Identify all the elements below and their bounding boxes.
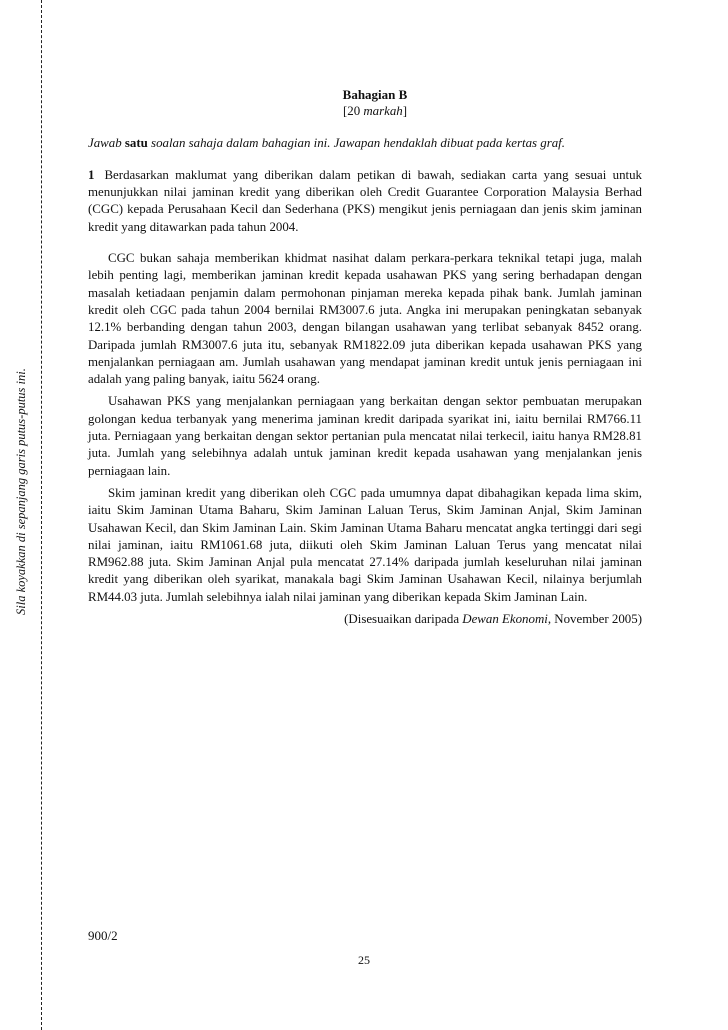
section-title: Bahagian B — [342, 87, 408, 102]
source-suffix: , November 2005) — [547, 612, 642, 627]
marks-suffix: ] — [402, 104, 408, 119]
passage-paragraph-2: Usahawan PKS yang menjalankan perniagaan yang berkaitan dengan sektor pembuatan merupakan golongan kedua terbanyak yang menerima jaminan kredit daripada syarikat ini, iaitu bernilai RM766.11 juta. Perniagaan yang berkaitan dengan sektor pertanian pula mencatat nilai terkecil, iaitu hanya RM28.81 juta. Jumlah yang selebihnya adalah untuk jaminan kredit kepada usahawan yang menjalankan jenis perniagaan lain. — [88, 394, 642, 478]
tear-instruction-note: Sila koyakkan di sepanjang garis putus-putus ini. — [14, 368, 28, 615]
question-intro — [88, 167, 642, 236]
section-instruction — [88, 135, 642, 152]
paper-code: 900/2 — [88, 928, 118, 943]
source-publication: Dewan Ekonomi — [462, 612, 548, 627]
instruction-part2: soalan sahaja dalam bahagian ini. Jawapan hendaklah dibuat pada kertas graf. — [147, 135, 565, 150]
marks-prefix: [20 — [342, 104, 364, 119]
question-number: 1 — [88, 167, 95, 182]
passage-paragraph-3: Skim jaminan kredit yang diberikan oleh CGC pada umumnya dapat dibahagikan kepada lima skim, iaitu Skim Jaminan Utama Baharu, Skim Jaminan Laluan Terus, Skim Jaminan Anjal, Skim Jaminan Usahawan Kecil, dan Skim Jaminan Lain. Skim Jaminan Utama Baharu mencatat angka tertinggi dari segi nilai jaminan, iaitu RM1061.68 juta, diikuti oleh Skim Jaminan Laluan Terus yang mencatat nilai RM962.88 juta. Skim Jaminan Anjal pula mencatat 27.14% daripada jumlah keseluruhan nilai jaminan kredit yang diberikan oleh syarikat, manakala bagi Skim Jaminan Usahawan Kecil, nilainya berjumlah RM44.03 juta. Jumlah selebihnya ialah nilai jaminan yang diberikan kepada Skim Jaminan Lain. — [88, 485, 642, 604]
page-number: 25 — [358, 953, 370, 967]
source-prefix: (Disesuaikan daripada — [344, 612, 463, 627]
question-text: Berdasarkan maklumat yang diberikan dalam petikan di bawah, sediakan carta yang sesuai untuk menunjukkan nilai jaminan kredit yang diberikan oleh Credit Guarantee Corporation Malaysia Berhad (CGC) kepada Perusahaan Kecil dan Sederhana (PKS) mengikut jenis perniagaan dan jenis skim jaminan kredit yang ditawarkan pada tahun 2004. — [88, 167, 642, 234]
page-content — [88, 86, 642, 628]
instruction-part1: Jawab — [88, 135, 125, 150]
instruction-bold: satu — [124, 135, 148, 150]
section-marks — [88, 103, 642, 120]
marks-word: markah — [363, 104, 403, 119]
source-citation — [88, 611, 642, 628]
passage-paragraph-1: CGC bukan sahaja memberikan khidmat nasihat dalam perkara-perkara teknikal tetapi juga, malah lebih penting lagi, memberikan jaminan kredit kepada usahawan PKS yang sering berhadapan dengan masalah ketiadaan penjamin dalam permohonan pinjaman mereka kepada pihak bank. Jumlah jaminan kredit oleh CGC pada tahun 2004 bernilai RM3007.6 juta. Angka ini merupakan peningkatan sebanyak 12.1% berbanding dengan tahun 2003, dengan bilangan usahawan yang terlibat sebanyak 8452 orang. Daripada jumlah RM3007.6 juta itu, sebanyak RM1822.09 juta diberikan kepada usahawan PKS yang menjalankan perniagaan am. Jumlah usahawan yang mendapat jaminan kredit untuk jenis perniagaan ini adalah yang paling banyak, iaitu 5624 orang. — [88, 251, 642, 387]
tear-dashed-line — [41, 0, 42, 1030]
